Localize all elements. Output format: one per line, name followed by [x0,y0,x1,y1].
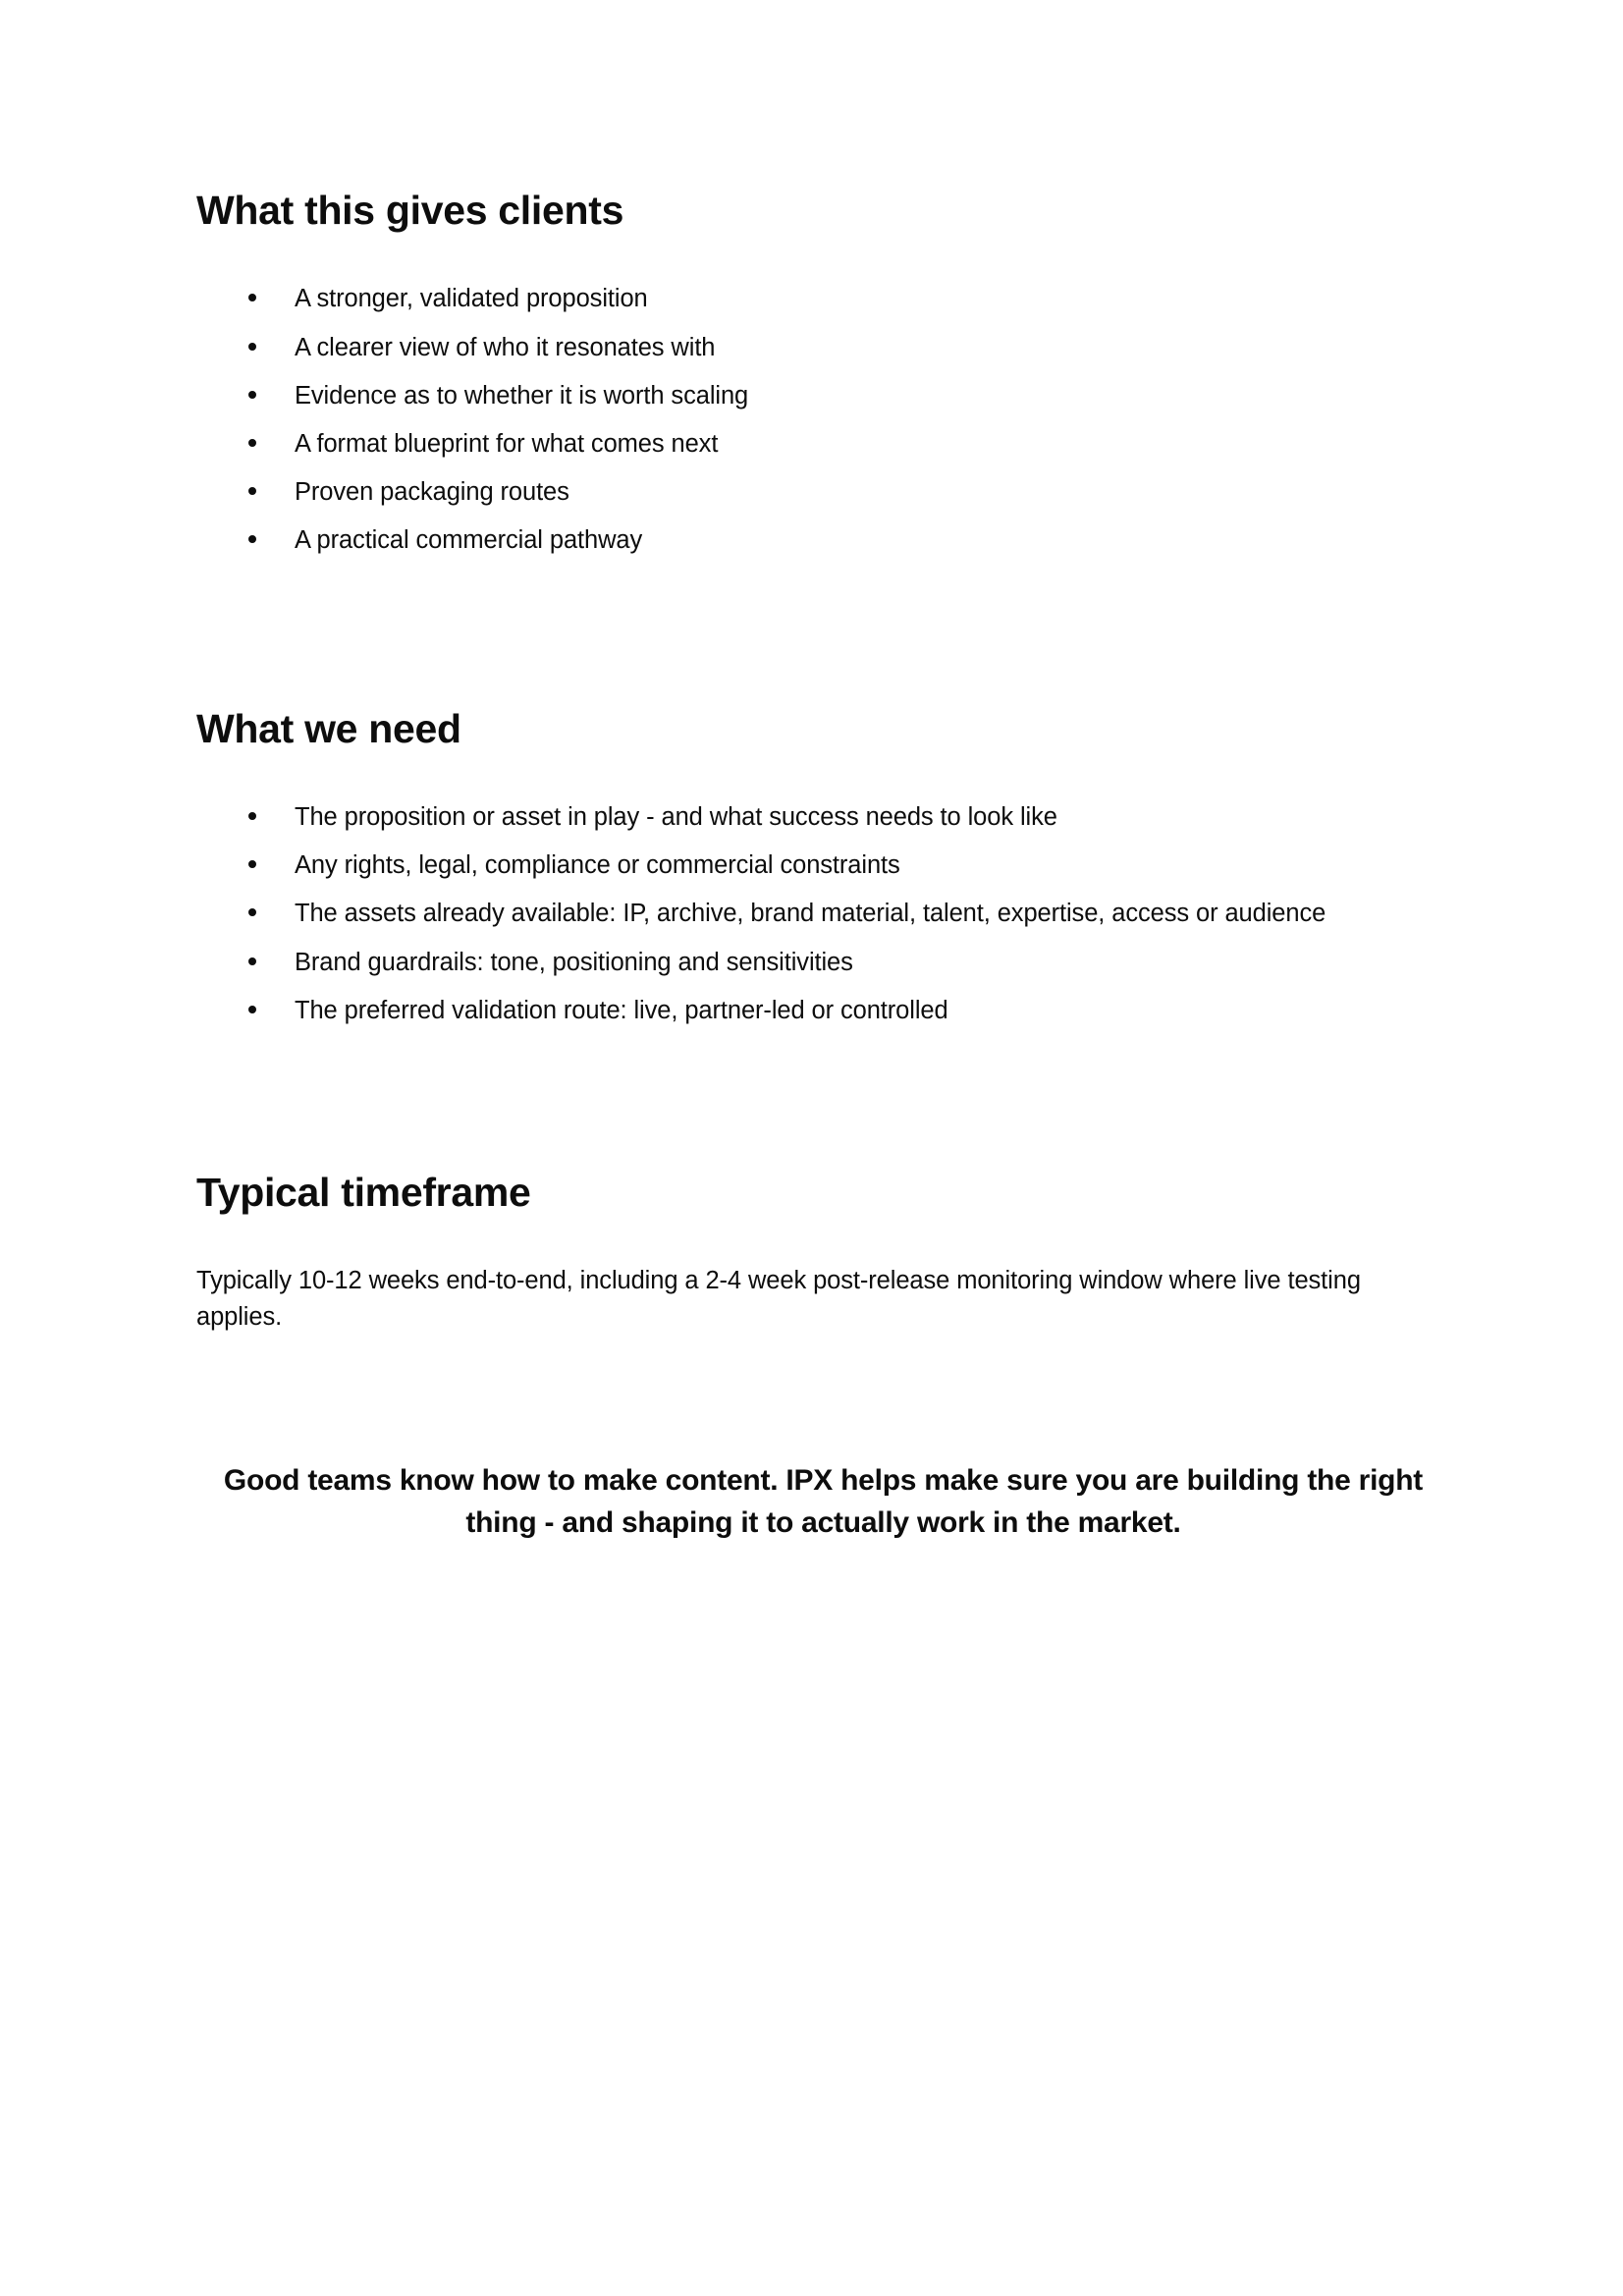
bullet-icon [248,294,256,301]
list-item [196,799,1429,835]
bullet-icon [248,535,256,543]
bullet-icon [248,391,256,399]
section-what-this-gives-clients [196,187,1429,559]
list-item [196,281,1429,316]
timeframe-paragraph: Typically 10-12 weeks end-to-end, including a 2-4 week post-release monitoring window where live testing applies. [196,1267,1361,1331]
section-spacer [196,1041,1429,1169]
list-item [196,847,1429,883]
section-heading: What this gives clients [196,188,624,233]
requirements-list [196,799,1429,1028]
bullet-icon [248,957,256,965]
bullet-icon [248,908,256,916]
bullet-icon [248,860,256,868]
bullet-icon [248,487,256,495]
list-item [196,378,1429,413]
closing-statement: Good teams know how to make content. IPX helps make sure you are building the right thing - and shaping it to actually work in the market. [223,1463,1424,1539]
list-item-text: A clearer view of who it resonates with [295,333,716,361]
bullet-icon [248,439,256,447]
list-item [196,896,1429,931]
list-item [196,474,1429,510]
list-item-text: A stronger, validated proposition [295,285,648,313]
list-item-text: The proposition or asset in play - and what success needs to look like [295,802,1057,831]
section-heading: What we need [196,705,461,751]
list-item [196,993,1429,1028]
list-item [196,945,1429,980]
document-body [196,187,1429,1545]
list-item-text: The assets already available: IP, archive, brand material, talent, expertise, access or audience [295,900,1326,928]
bullet-icon [248,812,256,820]
section-typical-timeframe [196,1169,1429,1335]
bullet-icon [248,1006,256,1013]
list-item-text: A format blueprint for what comes next [295,429,719,458]
bullet-icon [248,343,256,351]
list-item [196,330,1429,365]
list-item-text: The preferred validation route: live, partner-led or controlled [295,996,948,1024]
list-item-text: Evidence as to whether it is worth scaling [295,381,749,410]
list-item-text: Brand guardrails: tone, positioning and sensitivities [295,948,853,976]
benefits-list [196,281,1429,558]
section-heading: Typical timeframe [196,1169,531,1215]
section-what-we-need [196,705,1429,1028]
list-item-text: Any rights, legal, compliance or commercial constraints [295,851,900,880]
section-spacer [196,1335,1429,1460]
list-item-text: A practical commercial pathway [295,526,643,555]
list-item-text: Proven packaging routes [295,478,569,507]
section-spacer [196,572,1429,705]
list-item [196,522,1429,558]
list-item [196,426,1429,462]
